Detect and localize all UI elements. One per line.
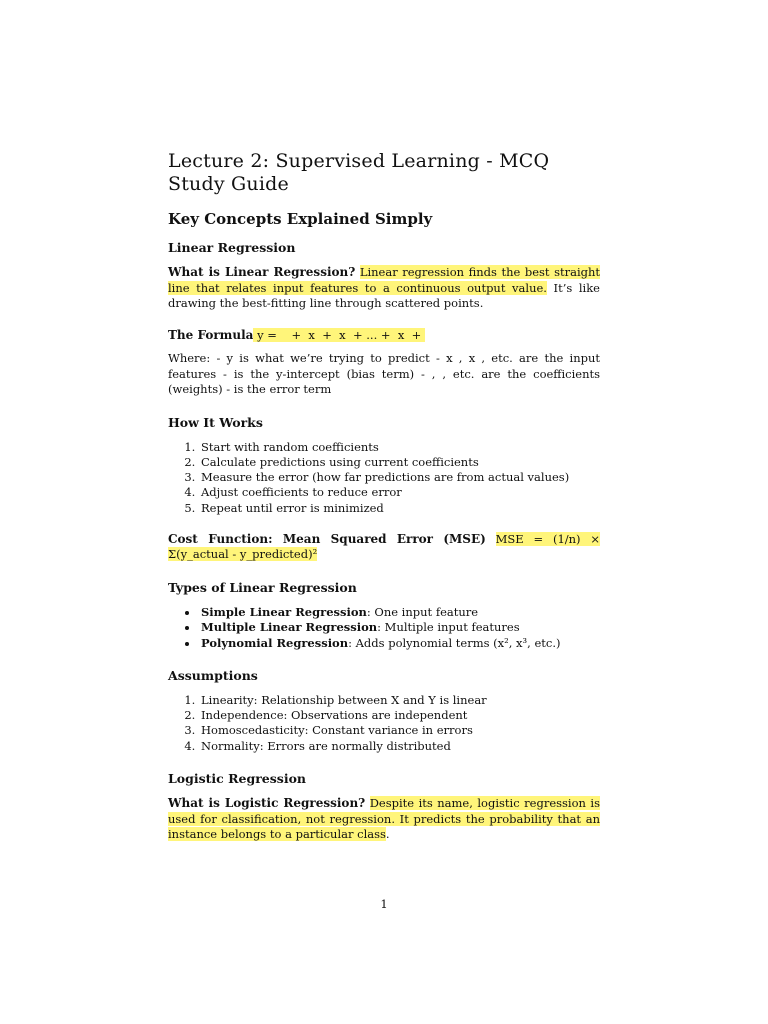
linear-definition-rest: It’s like drawing the best-fitting line through scattered points. <box>168 280 600 310</box>
list-item: 3. Measure the error (how far predictions are from actual values) <box>199 470 600 485</box>
assumptions-heading: Assumptions <box>168 667 258 683</box>
list-item: 3. Homoscedasticity: Constant variance in errors <box>199 723 600 738</box>
linear-regression-heading: Linear Regression <box>168 240 296 255</box>
formula-where: Where: - y is what we’re trying to predict - x , x , etc. are the input features - is the y-intercept (bias term) - , , etc. are the coefficients (weights) - is the error term <box>168 351 600 396</box>
document-body <box>168 150 600 859</box>
list-item <box>199 605 600 620</box>
cost-function-label: Cost Function: Mean Squared Error (MSE) <box>168 531 486 546</box>
type-name: Simple Linear Regression <box>201 604 367 619</box>
type-name: Polynomial Regression <box>201 635 349 650</box>
type-name: Multiple Linear Regression <box>201 620 378 635</box>
page-title: Lecture 2: Supervised Learning - MCQ Study Guide <box>168 150 550 195</box>
logistic-regression-definition <box>168 796 600 843</box>
logistic-definition-end: . <box>385 827 390 842</box>
how-it-works-list <box>168 440 600 516</box>
cost-function <box>168 532 600 563</box>
page-number: 1 <box>380 897 388 911</box>
types-heading: Types of Linear Regression <box>168 579 357 595</box>
list-item <box>199 620 600 635</box>
type-desc: : Adds polynomial terms (x², x³, etc.) <box>348 635 561 650</box>
list-item: 4. Normality: Errors are normally distributed <box>199 739 600 754</box>
type-desc: : One input feature <box>366 604 479 619</box>
formula-line <box>168 328 600 344</box>
list-item: 4. Adjust coefficients to reduce error <box>199 485 600 500</box>
logistic-regression-heading: Logistic Regression <box>168 771 307 787</box>
logistic-question-label: What is Logistic Regression? <box>168 796 366 811</box>
list-item: 2. Independence: Observations are independent <box>199 708 600 723</box>
linear-regression-definition <box>168 265 600 312</box>
formula-label: The Formula <box>168 327 254 342</box>
list-item <box>199 636 600 651</box>
list-item: 1. Linearity: Relationship between X and Y is linear <box>199 693 600 708</box>
how-it-works-heading: How It Works <box>168 414 263 430</box>
type-desc: : Multiple input features <box>377 620 520 635</box>
formula-highlight: y = + x + x + ... + x + <box>253 327 425 342</box>
list-item: 1. Start with random coefficients <box>199 440 600 455</box>
linear-definition-highlight: Linear regression finds the best straight line that relates input features to a continuous output value. <box>168 265 601 295</box>
list-item: 2. Calculate predictions using current coefficients <box>199 455 600 470</box>
list-item: 5. Repeat until error is minimized <box>199 501 600 516</box>
logistic-definition-highlight: Despite its name, logistic regression is used for classification, not regression. It predicts the probability that an instance belongs to a particular class <box>168 796 600 842</box>
section-heading: Key Concepts Explained Simply <box>168 210 433 228</box>
types-list <box>168 605 600 651</box>
cost-function-formula: MSE = (1/n) × Σ(y_actual - y_predicted)² <box>168 531 601 562</box>
assumptions-list <box>168 693 600 754</box>
linear-question-label: What is Linear Regression? <box>168 265 356 279</box>
